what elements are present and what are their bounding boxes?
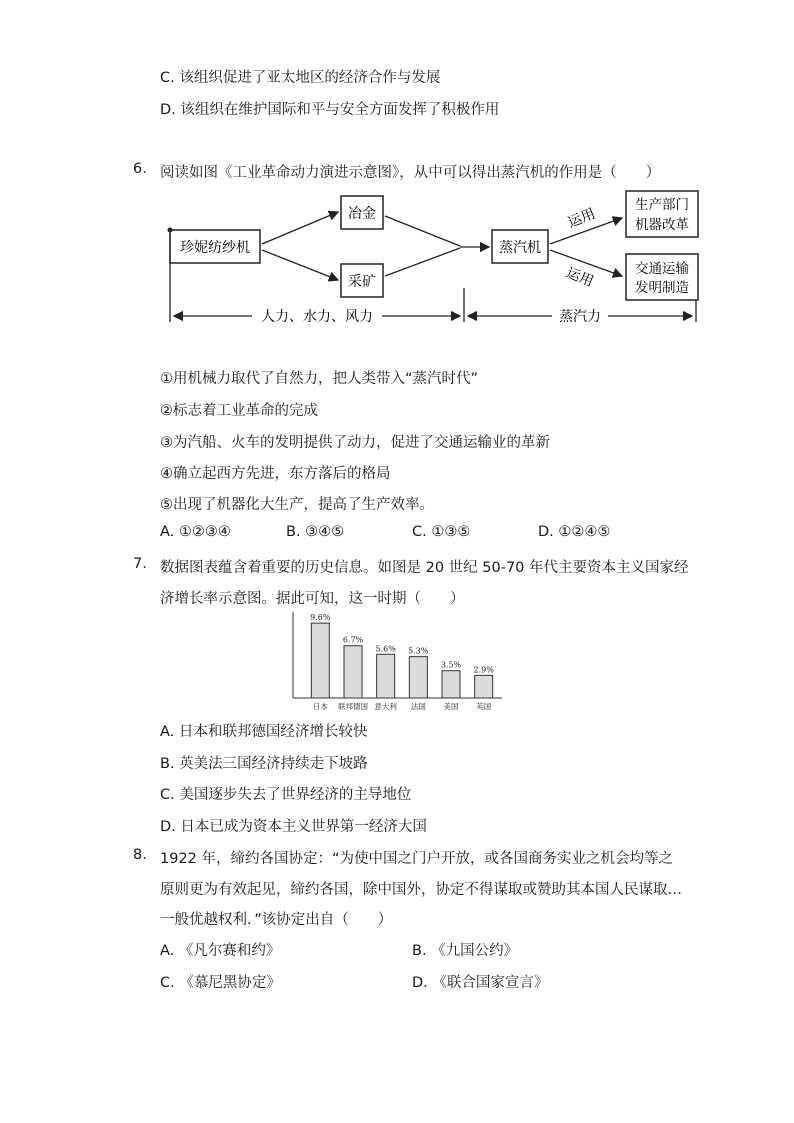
- prev-option-d: D. 该组织在维护国际和平与安全方面发挥了积极作用: [160, 102, 500, 118]
- q7-option-c[interactable]: C. 美国逐步失去了世界经济的主导地位: [160, 787, 412, 803]
- category-label-5: 英国: [476, 702, 492, 711]
- prev-option-c: C. 该组织促进了亚太地区的经济合作与发展: [160, 70, 441, 86]
- q8-stem-line2: 原则更为有效起见，缔约各国，除中国外，协定不得谋取或赞助其本国人民谋取…: [160, 882, 682, 898]
- category-label-0: 日本: [312, 702, 328, 711]
- value-label-5: 2.9%: [473, 665, 494, 675]
- label-transport-2: 发明制造: [635, 280, 689, 296]
- value-label-2: 5.6%: [375, 644, 396, 654]
- value-label-3: 5.3%: [408, 646, 429, 656]
- q6-option-d[interactable]: D. ①②④⑤: [538, 524, 611, 540]
- label-apply-1: 运用: [565, 205, 598, 232]
- q7-number: 7.: [133, 556, 147, 572]
- category-label-4: 美国: [443, 702, 459, 711]
- value-label-4: 3.5%: [440, 660, 462, 670]
- value-label-0: 9.6%: [310, 613, 331, 623]
- q7-stem-line1: 数据图表蕴含着重要的历史信息。如图是 20 世纪 50-70 年代主要资本主义国家经: [160, 560, 689, 576]
- label-power-steam: 蒸汽力: [559, 309, 601, 325]
- label-apply-2: 运用: [563, 264, 596, 291]
- category-label-1: 联邦德国: [338, 702, 368, 711]
- category-label-3: 法国: [410, 702, 426, 711]
- q8-option-b[interactable]: B. 《九国公约》: [412, 943, 519, 959]
- q6-option-b[interactable]: B. ③④⑤: [286, 524, 345, 540]
- q8-stem-line3: 一般优越权利．”该协定出自（ ）: [160, 912, 393, 928]
- q8-number: 8.: [133, 847, 147, 863]
- label-transport-1: 交通运输: [635, 261, 689, 277]
- label-smelting: 冶金: [348, 206, 376, 222]
- label-industry-2: 机器改革: [635, 217, 689, 233]
- q7-option-a[interactable]: A. 日本和联邦德国经济增长较快: [160, 724, 368, 740]
- q6-number: 6.: [133, 161, 147, 177]
- q6-option-c[interactable]: C. ①③⑤: [412, 524, 471, 540]
- bar-2: [377, 654, 395, 698]
- q6-stem: 阅读如图《工业革命动力演进示意图》，从中可以得出蒸汽机的作用是（ ）: [160, 165, 661, 181]
- q6-statement-3: ③为汽船、火车的发明提供了动力，促进了交通运输业的革新: [160, 435, 550, 451]
- category-label-2: 意大利: [374, 702, 397, 711]
- bar-1: [344, 646, 362, 698]
- label-steam-engine: 蒸汽机: [499, 240, 541, 256]
- q7-option-b[interactable]: B. 英美法三国经济持续走下坡路: [160, 756, 368, 772]
- q8-option-c[interactable]: C. 《慕尼黑协定》: [160, 975, 281, 991]
- q7-stem-line2: 济增长率示意图。据此可知，这一时期（ ）: [160, 591, 465, 607]
- growth-rate-bar-chart: [290, 612, 504, 714]
- q8-option-a[interactable]: A. 《凡尔赛和约》: [160, 943, 281, 959]
- q6-statement-4: ④确立起西方先进，东方落后的格局: [160, 466, 391, 482]
- label-mining: 采矿: [348, 274, 376, 290]
- label-power-natural: 人力、水力、风力: [261, 309, 373, 325]
- bar-5: [475, 675, 493, 698]
- q6-statement-2: ②标志着工业革命的完成: [160, 403, 318, 419]
- value-label-1: 6.7%: [342, 635, 364, 645]
- q7-option-d[interactable]: D. 日本已成为资本主义世界第一经济大国: [160, 819, 427, 835]
- bar-4: [442, 671, 460, 698]
- label-jenny: 珍妮纺纱机: [180, 240, 250, 256]
- bar-0: [311, 623, 329, 698]
- power-evolution-diagram: [160, 188, 705, 330]
- bar-3: [409, 657, 427, 698]
- label-industry-1: 生产部门: [635, 197, 689, 213]
- q6-statement-1: ①用机械力取代了自然力，把人类带入“蒸汽时代”: [160, 371, 479, 387]
- q6-option-a[interactable]: A. ①②③④: [160, 524, 231, 540]
- q6-statement-5: ⑤出现了机器化大生产，提高了生产效率。: [160, 497, 434, 513]
- q8-option-d[interactable]: D. 《联合国家宣言》: [412, 975, 549, 991]
- q8-stem-line1: 1922 年，缔约各国协定：“为使中国之门户开放，或各国商务实业之机会均等之: [160, 851, 674, 867]
